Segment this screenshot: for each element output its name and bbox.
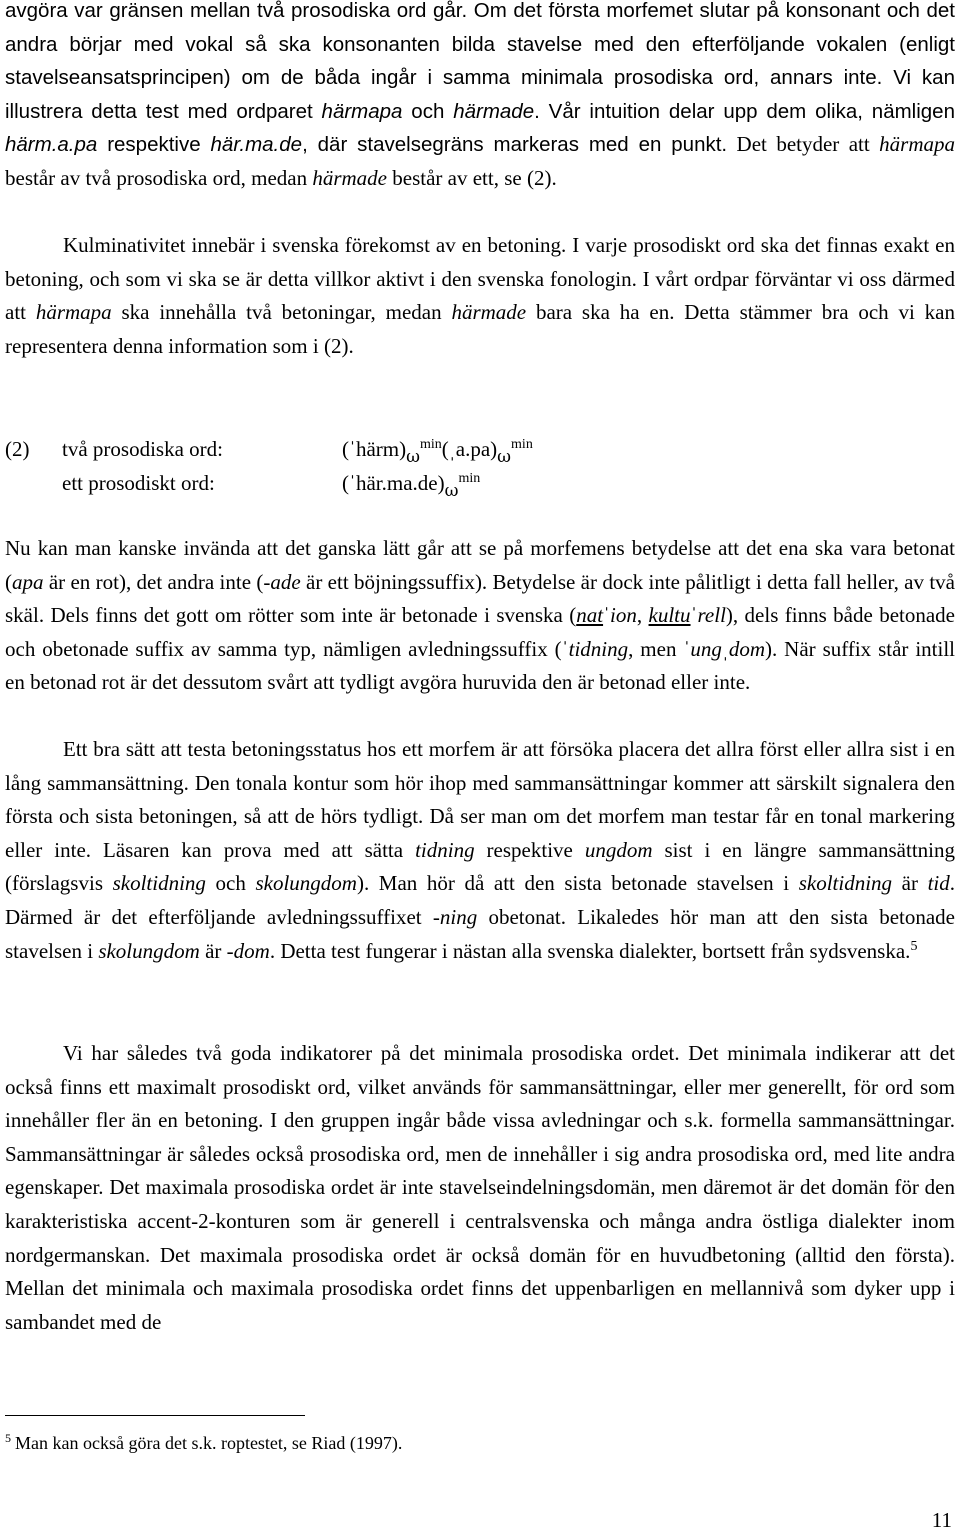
example-word-harmade: härmade: [453, 99, 535, 123]
paragraph-3: Nu kan man kanske invända att det ganska lätt går att se på morfemens betydelse att det ena ska vara betonat (apa är en rot), det andra inte (-ade är ett böjningssuffix). Betydelse är dock inte pålitligt i detta fall heller, av två skäl. Dels finns det gott om rötter som inte är betonade i svenska (natˈion, kultuˈrell), dels finns både betonade och obetonade suffix av samma typ, nämligen avledningssuffix (ˈtidning, men ˈungˌdom). När suffix står intill en betonad rot är det dessutom svårt att tydligt avgöra huruvida den är betonad eller inte.: [5, 536, 955, 695]
paragraph-2: Kulminativitet innebär i svenska förekomst av en betoning. I varje prosodiskt ord ska det finnas exakt en betoning, och som vi ska se är detta villkor aktivt i den svenska fonologin. I vårt ordpar förväntar vi oss därmed att härmapa ska innehålla två betoningar, medan härmade bara ska ha en. Detta stämmer bra och vi kan representera denna information som i (2).: [5, 233, 955, 358]
footnote-divider: [5, 1415, 305, 1416]
syllabified-harmade: här.ma.de: [210, 133, 303, 157]
paragraph-5: Vi har således två goda indikatorer på det minimala prosodiska ordet. Det minimala indikerar att det också finns ett maximalt prosodiskt ord, vilket används för sammansättningar, eller mer generellt, för ord som innehåller fler än en betoning. I den gruppen ingår både vissa avledningar och s.k. formella sammansättningar. Sammansättningar är således också prosodiska ord, men de innehåller i sig andra prosodiska ord, med lite andra egenskaper. Det maximala prosodiska ordet är inte stavelseindelningsdomän, men däremot är det domän för den karakteristiska accent-2-konturen som är generell i centralsvenska och många andra östliga dialekter inom nordgermanskan. Det maximala prosodiska ordet är också domän för en huvudbetoning (alltid den första). Mellan det minimala och maximala prosodiska ordet finns det uppenbarligen en mellannivå som dyker upp i sambandet med de: [5, 1041, 955, 1334]
example-row-1-form: $(ˈhärm)_\omega^{min}(ˌa.pa)_\omega^{min}$: [342, 437, 533, 467]
example-number: (2): [5, 437, 30, 461]
paragraph-4: Ett bra sätt att testa betoningsstatus hos ett morfem är att försöka placera det allra först eller allra sist i en lång sammansättning. Den tonala kontur som hör ihop med sammansättningar kommer att särskilt signalera den första och sista betoningen, så att de hörs tydligt. Då ser man om det morfem man testar får en tonal markering eller inte. Läsaren kan prova med att sätta tidning respektive ungdom sist i en längre sammansättning (förslagsvis skoltidning och skolungdom). Man hör då att den sista betonade stavelsen i skoltidning är tid. Därmed är det efterföljande avledningssuffixet -ning obetonat. Likaledes hör man att den sista betonade stavelsen i skolungdom är -dom. Detta test fungerar i nästan alla svenska dialekter, bortsett från sydsvenska.$^5$: [5, 737, 955, 963]
paragraph-1: avgöra var gränsen mellan två prosodiska ord går. Om det första morfemet slutar på konsonant och det andra börjar med vokal så ska konsonanten bilda stavelse med den efterföljande vokalen (enligt stavelseansatsprincipen) om de båda ingår i samma minimala prosodiska ord, annars inte. Vi kan illustrera detta test med ordparet härmapa och härmade. Vår intuition delar upp dem olika, nämligen härm.a.pa respektive här.ma.de, där stavelsegräns markeras med en punkt. Det betyder att härmapa består av två prosodiska ord, medan härmade består av ett, se (2).: [5, 0, 955, 190]
example-row-2-label: ett prosodiskt ord:: [62, 471, 215, 495]
footnote: $^5$ Man kan också göra det s.k. roptestet, se Riad (1997).: [5, 1431, 403, 1453]
syllabified-harmapa: härm.a.pa: [5, 133, 98, 157]
example-row-2-form: $(ˈhär.ma.de)_\omega^{min}$: [342, 471, 481, 501]
example-word-harmapa: härmapa: [321, 99, 403, 123]
example-row-1-label: två prosodiska ord:: [62, 437, 223, 461]
paragraph-1-sentence-1: avgöra var gränsen mellan två prosodiska ord går. Om det första morfemet slutar på konsonant och det andra börjar med vokal så ska konsonanten bilda stavelse med den efterföljande vokalen (enligt stavelseansatsprincipen) om de båda ingår i samma minimala prosodiska ord, annars inte.: [5, 0, 955, 90]
footnote-marker: 5: [910, 938, 918, 954]
page-number: 11: [931, 1508, 952, 1532]
example-2: [5, 432, 705, 512]
